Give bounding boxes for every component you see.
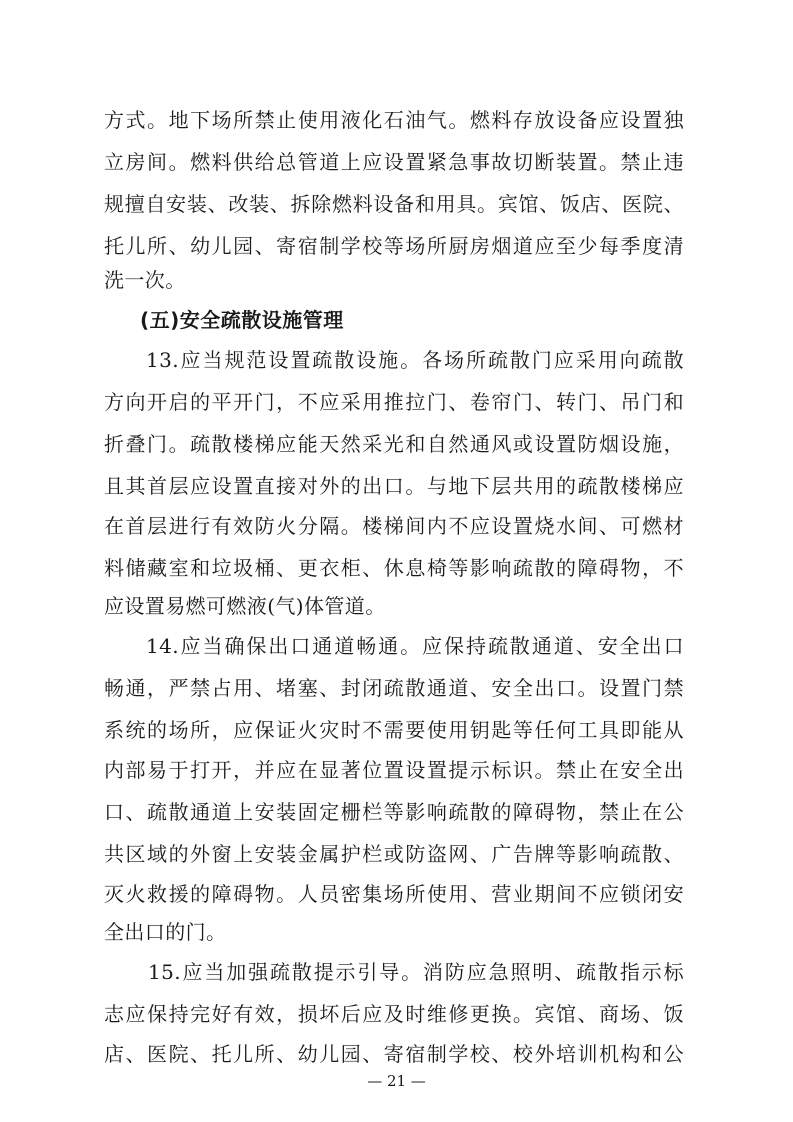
body-text-line: 灭火救援的障碍物。人员密集场所使用、营业期间不应锁闭安 xyxy=(104,882,684,906)
body-text-line: 在首层进行有效防火分隔。楼梯间内不应设置烧水间、可燃材 xyxy=(104,514,684,538)
body-text-line: 应设置易燃可燃液(气)体管道。 xyxy=(104,594,386,618)
body-text-line: 洗一次。 xyxy=(104,268,186,292)
body-text-line: 且其首层应设置直接对外的出口。与地下层共用的疏散楼梯应 xyxy=(104,474,684,498)
item-14-first-line: 14.应当确保出口通道畅通。应保持疏散通道、安全出口 xyxy=(146,634,684,658)
body-text-line: 内部易于打开，并应在显著位置设置提示标识。禁止在安全出 xyxy=(104,758,684,782)
body-text-line: 志应保持完好有效，损坏后应及时维修更换。宾馆、商场、饭 xyxy=(104,1002,684,1026)
item-15-first-line: 15.应当加强疏散提示引导。消防应急照明、疏散指示标 xyxy=(148,960,684,984)
body-text-line: 规擅自安装、改装、拆除燃料设备和用具。宾馆、饭店、医院、 xyxy=(104,192,684,216)
body-text-line: 系统的场所，应保证火灾时不需要使用钥匙等任何工具即能从 xyxy=(104,718,684,742)
page-number: — 21 — xyxy=(367,1072,426,1090)
body-text-line: 全出口的门。 xyxy=(104,920,227,944)
section-heading: (五)安全疏散设施管理 xyxy=(140,308,344,332)
item-13-first-line: 13.应当规范设置疏散设施。各场所疏散门应采用向疏散 xyxy=(146,348,684,372)
body-text-line: 畅通，严禁占用、堵塞、封闭疏散通道、安全出口。设置门禁 xyxy=(104,676,684,700)
body-text-line: 料储藏室和垃圾桶、更衣柜、休息椅等影响疏散的障碍物，不 xyxy=(104,556,684,580)
body-text-line: 共区域的外窗上安装金属护栏或防盗网、广告牌等影响疏散、 xyxy=(104,842,684,866)
body-text-line: 方向开启的平开门，不应采用推拉门、卷帘门、转门、吊门和 xyxy=(104,390,684,414)
body-text-line: 托儿所、幼儿园、寄宿制学校等场所厨房烟道应至少每季度清 xyxy=(104,234,684,258)
body-text-line: 方式。地下场所禁止使用液化石油气。燃料存放设备应设置独 xyxy=(104,108,684,132)
body-text-line: 折叠门。疏散楼梯应能天然采光和自然通风或设置防烟设施， xyxy=(104,432,684,456)
body-text-line: 店、医院、托儿所、幼儿园、寄宿制学校、校外培训机构和公 xyxy=(104,1042,684,1066)
body-text-line: 立房间。燃料供给总管道上应设置紧急事故切断装置。禁止违 xyxy=(104,150,684,174)
body-text-line: 口、疏散通道上安装固定栅栏等影响疏散的障碍物，禁止在公 xyxy=(104,800,684,824)
